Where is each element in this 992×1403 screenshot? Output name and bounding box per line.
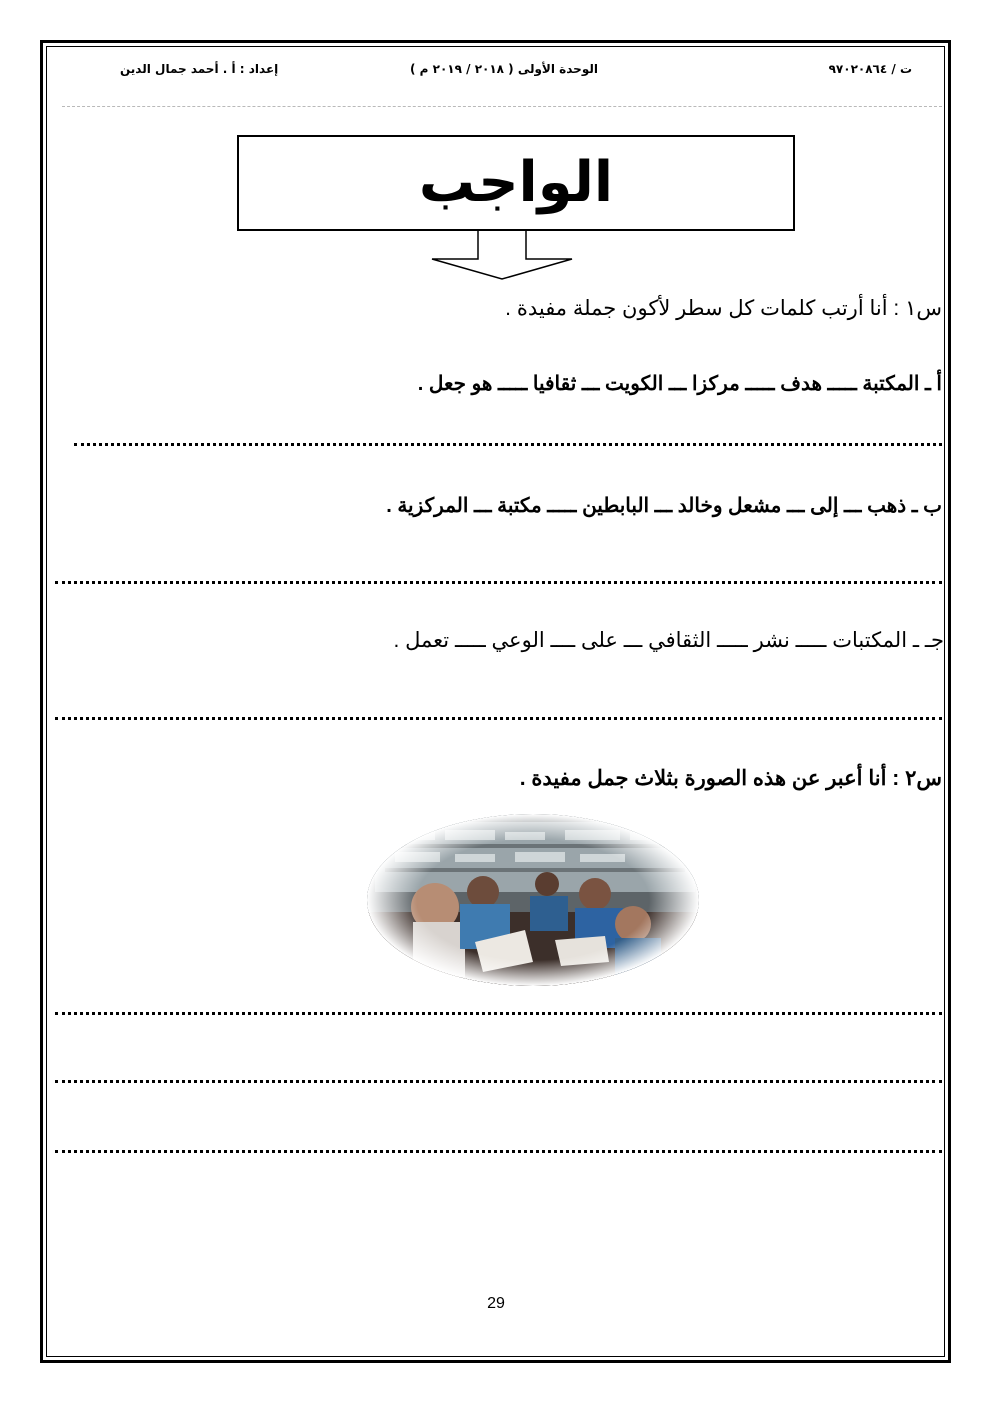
question-1-item-c: جـ ـ المكتبات ـــــ نشر ـــــ الثقافي ـــ على ــــ الوعي ـــــ تعمل . [393, 629, 944, 652]
question-1-prompt: س١ : أنا أرتب كلمات كل سطر لأكون جملة مفيدة . [505, 297, 942, 320]
page-title: الواجب [418, 150, 614, 215]
header-phone: ت / ٩٧٠٢٠٨٦٤ [828, 62, 912, 76]
question-1-item-b: ب ـ ذهب ـــ إلى ـــ مشعل وخالد ـــ البابطين ـــــ مكتبة ـــ المركزية . [386, 495, 942, 517]
answer-line[interactable] [55, 1150, 942, 1153]
answer-line[interactable] [55, 1012, 942, 1015]
answer-line[interactable] [55, 717, 942, 720]
answer-line[interactable] [55, 581, 942, 584]
down-arrow-icon [430, 231, 574, 281]
question-1-item-a: أ ـ المكتبة ـــــ هدف ـــــ مركزا ـــ الكويت ـــ ثقافيا ـــــ هو جعل . [417, 373, 942, 395]
header-author: إعداد : أ . أحمد جمال الدين [120, 62, 279, 76]
header-divider [62, 106, 942, 107]
answer-line[interactable] [55, 1080, 942, 1083]
answer-line[interactable] [74, 443, 942, 446]
page-number: 29 [487, 1295, 505, 1312]
header-unit: الوحدة الأولى ( ٢٠١٨ / ٢٠١٩ م ) [410, 62, 598, 76]
question-2-prompt: س٢ : أنا أعبر عن هذه الصورة بثلاث جمل مفيدة . [519, 767, 942, 790]
title-banner [237, 135, 795, 231]
library-photo [365, 812, 701, 987]
